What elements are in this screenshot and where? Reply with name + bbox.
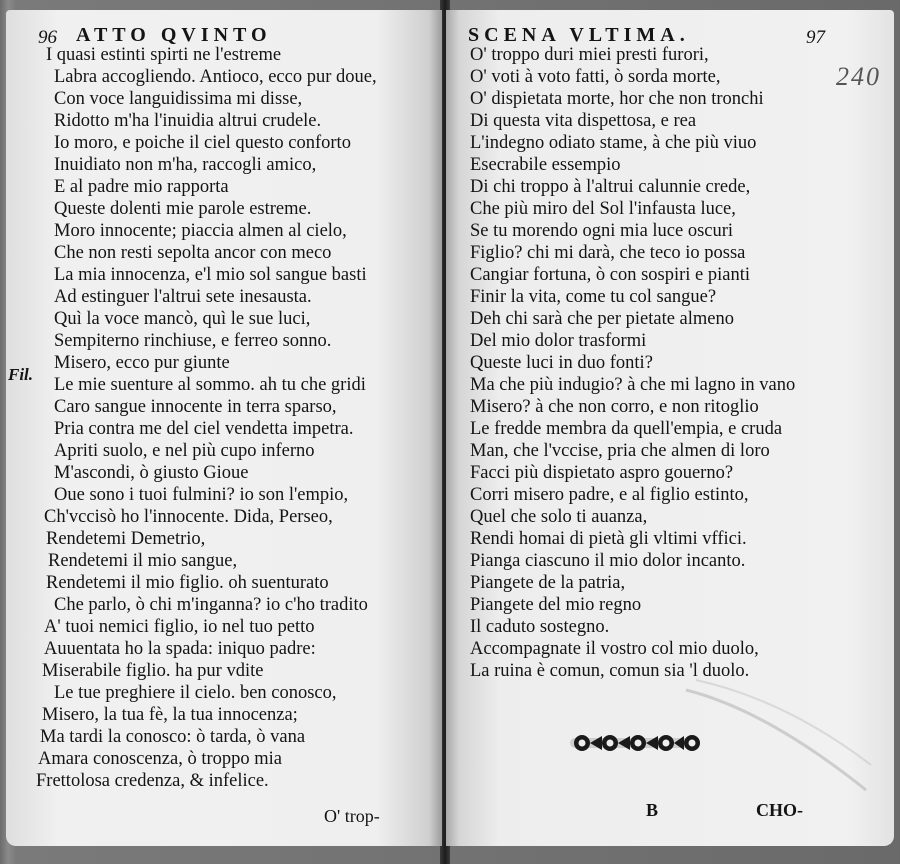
verse-line: Piangete de la patria, bbox=[470, 573, 626, 593]
verse-line: Apriti suolo, e nel più cupo inferno bbox=[54, 441, 315, 461]
verse-line: Esecrabile essempio bbox=[470, 155, 621, 175]
verse-line: Le tue preghiere il cielo. ben conosco, bbox=[54, 683, 337, 703]
verse-line: Misero, ecco pur giunte bbox=[54, 353, 230, 373]
verse-line: Queste dolenti mie parole estreme. bbox=[54, 199, 312, 219]
verse-line: Oue sono i tuoi fulmini? io son l'empio, bbox=[54, 485, 349, 505]
verse-line: A' tuoi nemici figlio, io nel tuo petto bbox=[44, 617, 315, 637]
page-stain bbox=[676, 670, 876, 820]
verse-line: Facci più dispietato aspro gouerno? bbox=[470, 463, 734, 483]
verse-line: Rendi homai di pietà gli vltimi vffici. bbox=[470, 529, 747, 549]
verse-line: Rendetemi il mio sangue, bbox=[48, 551, 238, 571]
left-catchword: O' trop- bbox=[324, 806, 380, 826]
verse-line: Miserabile figlio. ha pur vdite bbox=[42, 661, 264, 681]
speaker-label: Fil. bbox=[8, 365, 34, 384]
verse-line: Deh chi sarà che per pietate almeno bbox=[470, 309, 735, 329]
right-catchword: CHO- bbox=[756, 800, 803, 820]
verse-line: L'indegno odiato stame, à che più viuo bbox=[470, 133, 757, 153]
verse-line: Queste luci in duo fonti? bbox=[470, 353, 653, 373]
verse-line: Sempiterno rinchiuse, e ferreo sonno. bbox=[54, 331, 332, 351]
verse-line: Finir la vita, come tu col sangue? bbox=[470, 287, 717, 307]
verse-line: Figlio? chi mi darà, che teco io possa bbox=[470, 243, 746, 263]
verse-line: Moro innocente; piaccia almen al cielo, bbox=[54, 221, 347, 241]
verse-line: O' voti à voto fatti, ò sorda morte, bbox=[470, 67, 721, 87]
verse-line: Rendetemi il mio figlio. oh suenturato bbox=[46, 573, 329, 593]
verse-line: O' dispietata morte, hor che non tronchi bbox=[470, 89, 764, 109]
verse-line: Il caduto sostegno. bbox=[470, 617, 610, 637]
verse-line: Auuentata ho la spada: iniquo padre: bbox=[44, 639, 316, 659]
verse-line: Man, che l'vccise, pria che almen di loro bbox=[470, 441, 770, 461]
verse-line: Le fredde membra da quell'empia, e cruda bbox=[470, 419, 783, 439]
verse-line: O' troppo duri miei presti furori, bbox=[470, 45, 709, 65]
verse-line: Corri misero padre, e al figlio estinto, bbox=[470, 485, 749, 505]
verse-line: Rendetemi Demetrio, bbox=[46, 529, 206, 549]
verse-line: La ruina è comun, comun sia 'l duolo. bbox=[470, 661, 750, 681]
right-running-head: SCENA VLTIMA. bbox=[468, 24, 690, 46]
verse-line: Cangiar fortuna, ò con sospiri e pianti bbox=[470, 265, 751, 285]
verse-line: Ridotto m'ha l'inuidia altrui crudele. bbox=[54, 111, 322, 131]
verse-line: Che non resti sepolta ancor con meco bbox=[54, 243, 332, 263]
left-page bbox=[6, 10, 442, 846]
verse-line: Che parlo, ò chi m'inganna? io c'ho tradito bbox=[54, 595, 368, 615]
verse-line: Ch'vccisò ho l'innocente. Dida, Perseo, bbox=[44, 507, 333, 527]
verse-line: Con voce languidissima mi disse, bbox=[54, 89, 303, 109]
verse-line: Misero, la tua fè, la tua innocenza; bbox=[42, 705, 298, 725]
verse-line: Piangete del mio regno bbox=[470, 595, 642, 615]
verse-line: Quì la voce mancò, quì le sue luci, bbox=[54, 309, 311, 329]
signature-mark: B bbox=[646, 800, 659, 820]
verse-line: Misero? à che non corro, e non ritoglio bbox=[470, 397, 759, 417]
verse-line: Ma che più indugio? à che mi lagno in vano bbox=[470, 375, 796, 395]
verse-line: Ma tardi la conosco: ò tarda, ò vana bbox=[40, 727, 306, 747]
verse-line: Del mio dolor trasformi bbox=[470, 331, 647, 351]
verse-line: Che più miro del Sol l'infausta luce, bbox=[470, 199, 736, 219]
right-page-number: 97 bbox=[806, 27, 825, 48]
verse-line: Di chi troppo à l'altrui calunnie crede, bbox=[470, 177, 751, 197]
verse-line: Pria contra me del ciel vendetta impetra. bbox=[54, 419, 354, 439]
left-page-number: 96 bbox=[38, 27, 57, 48]
verse-line: La mia innocenza, e'l mio sol sangue basti bbox=[54, 265, 367, 285]
handwritten-folio-number: 240 bbox=[836, 62, 881, 91]
left-running-head: ATTO QVINTO bbox=[76, 24, 272, 46]
verse-line: Frettolosa credenza, & infelice. bbox=[36, 771, 269, 791]
verse-line: Pianga ciascuno il mio dolor incanto. bbox=[470, 551, 746, 571]
verse-line: Io moro, e poiche il ciel questo conforto bbox=[54, 133, 351, 153]
verse-line: Inuidiato non m'ha, raccogli amico, bbox=[54, 155, 317, 175]
verse-line: Accompagnate il vostro col mio duolo, bbox=[470, 639, 759, 659]
verse-line: Di questa vita dispettosa, e rea bbox=[470, 111, 697, 131]
verse-line: I quasi estinti spirti ne l'estreme bbox=[46, 45, 282, 65]
verse-line: Ad estinguer l'altrui sete inesausta. bbox=[54, 287, 312, 307]
verse-line: E al padre mio rapporta bbox=[54, 177, 229, 197]
verse-line: Amara conoscenza, ò troppo mia bbox=[38, 749, 283, 769]
right-page bbox=[446, 10, 894, 846]
verse-line: Le mie suenture al sommo. ah tu che gridi bbox=[54, 375, 366, 395]
verse-line: Labra accogliendo. Antioco, ecco pur doue, bbox=[54, 67, 377, 87]
verse-line: Caro sangue innocente in terra sparso, bbox=[54, 397, 337, 417]
verse-line: Se tu morendo ogni mia luce oscuri bbox=[470, 221, 734, 241]
verse-line: M'ascondi, ò giusto Gioue bbox=[54, 463, 249, 483]
verse-line: Quel che solo ti auanza, bbox=[470, 507, 648, 527]
